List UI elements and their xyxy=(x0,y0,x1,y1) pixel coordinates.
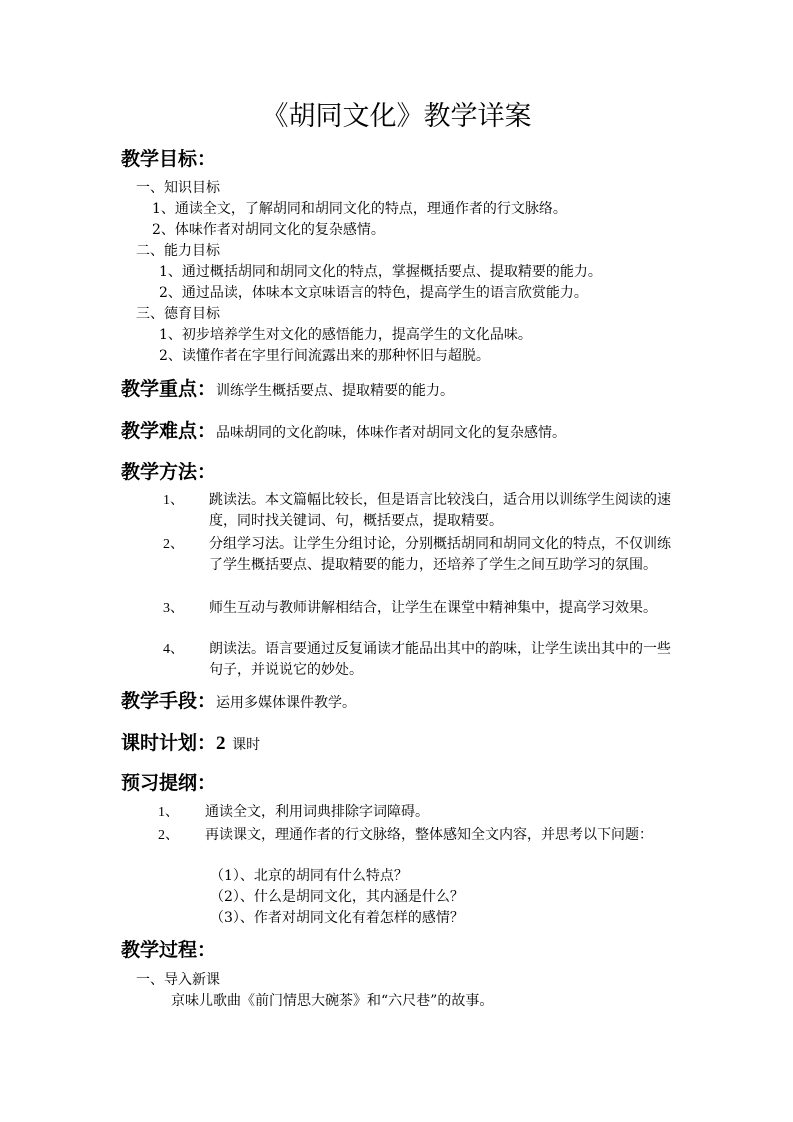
means-heading: 教学手段： xyxy=(121,690,217,712)
method-number: 2、 xyxy=(163,537,184,552)
process-step-text: 京味儿歌曲《前门情思大碗茶》和“六尺巷”的故事。 xyxy=(171,993,494,1009)
key-point-heading: 教学重点： xyxy=(121,378,217,400)
preview-question: （1）、北京的胡同有什么特点？ xyxy=(210,868,408,884)
preview-text: 通读全文，利用词典排除字词障碍。 xyxy=(205,804,429,820)
schedule-section xyxy=(121,730,260,758)
method-text: 朗读法。语言要通过反复诵读才能品出其中的韵味，让学生读出其中的一些句子，并说说它的妙处。 xyxy=(209,641,671,678)
key-point-text: 训练学生概括要点、提取精要的能力。 xyxy=(216,383,455,399)
methods-heading: 教学方法： xyxy=(121,461,217,483)
process-step-label: 一、导入新课 xyxy=(136,972,220,988)
knowledge-objective-item: 2、体味作者对胡同文化的复杂感情。 xyxy=(152,222,385,238)
method-number: 1、 xyxy=(163,493,184,508)
schedule-unit: 课时 xyxy=(232,737,261,753)
method-text: 跳读法。本文篇幅比较长，但是语言比较浅白，适合用以训练学生阅读的速度，同时找关键词、句，概括要点，提取精要。 xyxy=(209,492,671,529)
moral-objective-item: 1、初步培养学生对文化的感悟能力，提高学生的文化品味。 xyxy=(159,327,532,343)
difficulty-section xyxy=(121,418,566,446)
preview-text: 再读课文，理通作者的行文脉络，整体感知全文内容，并思考以下问题： xyxy=(205,827,653,843)
moral-objective-label: 三、德育目标 xyxy=(136,306,220,322)
method-number: 4、 xyxy=(163,642,184,657)
knowledge-objective-item: 1、通读全文，了解胡同和胡同文化的特点，理通作者的行文脉络。 xyxy=(152,201,567,217)
preview-number: 2、 xyxy=(158,828,179,843)
knowledge-objective-label: 一、知识目标 xyxy=(136,180,220,196)
ability-objective-item: 2、通过品读，体味本文京味语言的特色，提高学生的语言欣赏能力。 xyxy=(159,285,588,301)
preview-heading: 预习提纲： xyxy=(121,772,217,794)
key-point-section xyxy=(121,376,454,404)
method-text: 分组学习法。让学生分组讨论，分别概括胡同和胡同文化的特点，不仅训练了学生概括要点、提取精要的能力，还培养了学生之间互助学习的氛围。 xyxy=(209,536,671,573)
difficulty-heading: 教学难点： xyxy=(121,420,217,442)
process-heading: 教学过程： xyxy=(121,939,217,961)
preview-question: （2）、什么是胡同文化，其内涵是什么？ xyxy=(210,889,464,905)
schedule-count: 2 xyxy=(216,733,226,754)
means-section xyxy=(121,688,356,716)
ability-objective-label: 二、能力目标 xyxy=(136,243,220,259)
moral-objective-item: 2、读懂作者在字里行间流露出来的那种怀旧与超脱。 xyxy=(159,348,490,364)
method-number: 3、 xyxy=(163,601,184,616)
ability-objective-item: 1、通过概括胡同和胡同文化的特点，掌握概括要点、提取精要的能力。 xyxy=(159,264,602,280)
preview-number: 1、 xyxy=(158,805,179,820)
schedule-heading: 课时计划： xyxy=(121,732,217,754)
preview-question: （3）、作者对胡同文化有着怎样的感情？ xyxy=(210,910,464,926)
objectives-heading: 教学目标： xyxy=(121,148,217,170)
means-text: 运用多媒体课件教学。 xyxy=(216,695,357,711)
page-title: 《胡同文化》教学详案 xyxy=(261,101,532,132)
difficulty-text: 品味胡同的文化韵味，体味作者对胡同文化的复杂感情。 xyxy=(216,425,567,441)
method-text: 师生互动与教师讲解相结合，让学生在课堂中精神集中，提高学习效果。 xyxy=(209,600,657,616)
